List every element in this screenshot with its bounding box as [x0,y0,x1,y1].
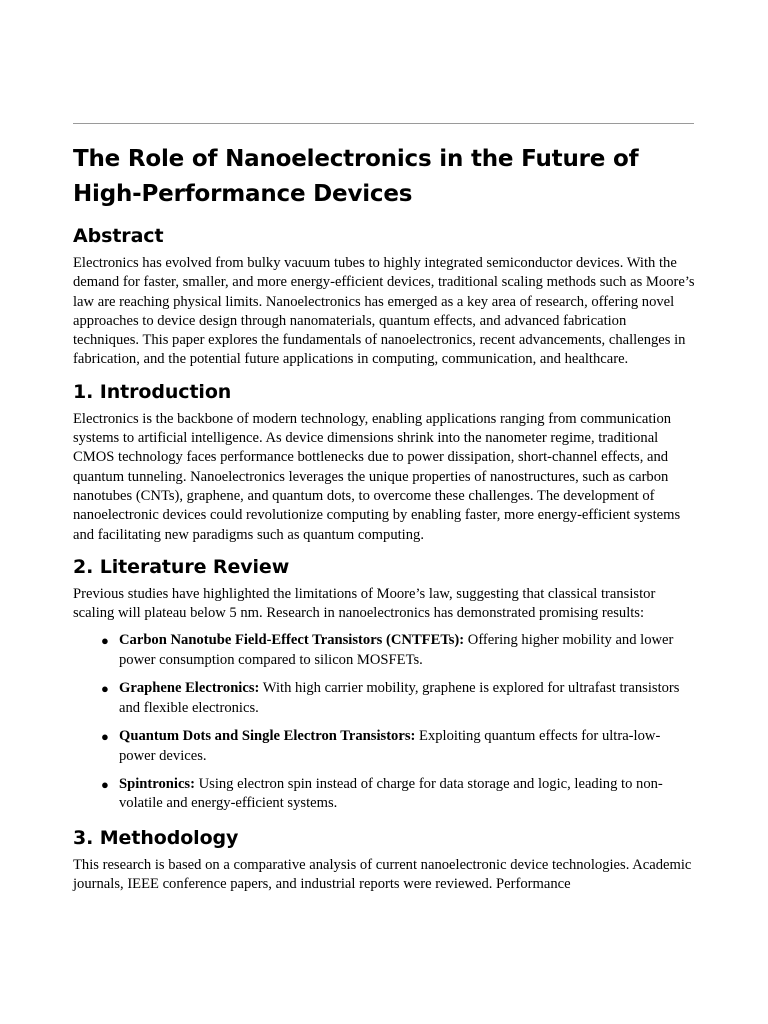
section-paragraph: This research is based on a comparative analysis of current nanoelectronic device technologies. Academic journals, IEEE conference papers, and industrial reports were reviewed. Performance [73,856,692,893]
list-item [73,727,695,766]
list-item-text: Using electron spin instead of charge for data storage and logic, leading to non-volatile and energy-efficient systems. [119,776,663,812]
list-item-text: Offering higher mobility and lower power consumption compared to silicon MOSFETs. [119,632,674,668]
section-abstract [73,224,695,370]
list-item [73,631,695,670]
section-heading: 1. Introduction [73,380,232,403]
section-heading: 3. Methodology [73,826,239,849]
document-body [73,142,695,904]
bullet-icon: ● [101,777,109,793]
section-literature-review [73,555,695,814]
bullet-icon: ● [101,681,109,697]
bullet-icon: ● [101,633,109,649]
list-item-text: Exploiting quantum effects for ultra-low-power devices. [119,728,661,764]
list-item-term: Spintronics: [119,776,195,793]
list-item [73,679,695,718]
paper-title: The Role of Nanoelectronics in the Future of High-Performance Devices [73,146,639,207]
section-introduction [73,380,695,545]
list-item-term: Carbon Nanotube Field-Effect Transistors (CNTFETs): [119,632,465,649]
section-paragraph: Electronics has evolved from bulky vacuum tubes to highly integrated semiconductor devices. With the demand for faster, smaller, and more energy-efficient devices, traditional scaling methods such as Moore’s law are reaching physical limits. Nanoelectronics has emerged as a key area of research, offering novel approaches to device design through nanomaterials, quantum effects, and advanced fabrication techniques. This paper explores the fundamentals of nanoelectronics, recent advancements, challenges in fabrication, and the potential future applications in computing, communication, and healthcare. [73,255,695,368]
section-methodology [73,826,695,895]
header-divider [73,123,694,124]
list-item [73,775,695,814]
bullet-icon: ● [101,729,109,745]
section-paragraph: Previous studies have highlighted the limitations of Moore’s law, suggesting that classical transistor scaling will plateau below 5 nm. Research in nanoelectronics has demonstrated promising results: [73,585,656,622]
list-item-text: With high carrier mobility, graphene is explored for ultrafast transistors and flexible electronics. [119,680,680,716]
section-heading: 2. Literature Review [73,555,290,578]
section-paragraph: Electronics is the backbone of modern technology, enabling applications ranging from communication systems to artificial intelligence. As device dimensions shrink into the nanometer regime, traditional CMOS technology faces performance bottlenecks due to power dissipation, short-channel effects, and quantum tunneling. Nanoelectronics leverages the unique properties of nanostructures, such as carbon nanotubes (CNTs), graphene, and quantum dots, to overcome these challenges. The development of nanoelectronic devices could revolutionize computing by enabling faster, more energy-efficient systems and facilitating new paradigms such as quantum computing. [73,410,681,543]
section-heading: Abstract [73,225,164,247]
findings-list [73,631,695,813]
list-item-term: Quantum Dots and Single Electron Transistors: [119,728,416,745]
list-item-term: Graphene Electronics: [119,680,260,697]
